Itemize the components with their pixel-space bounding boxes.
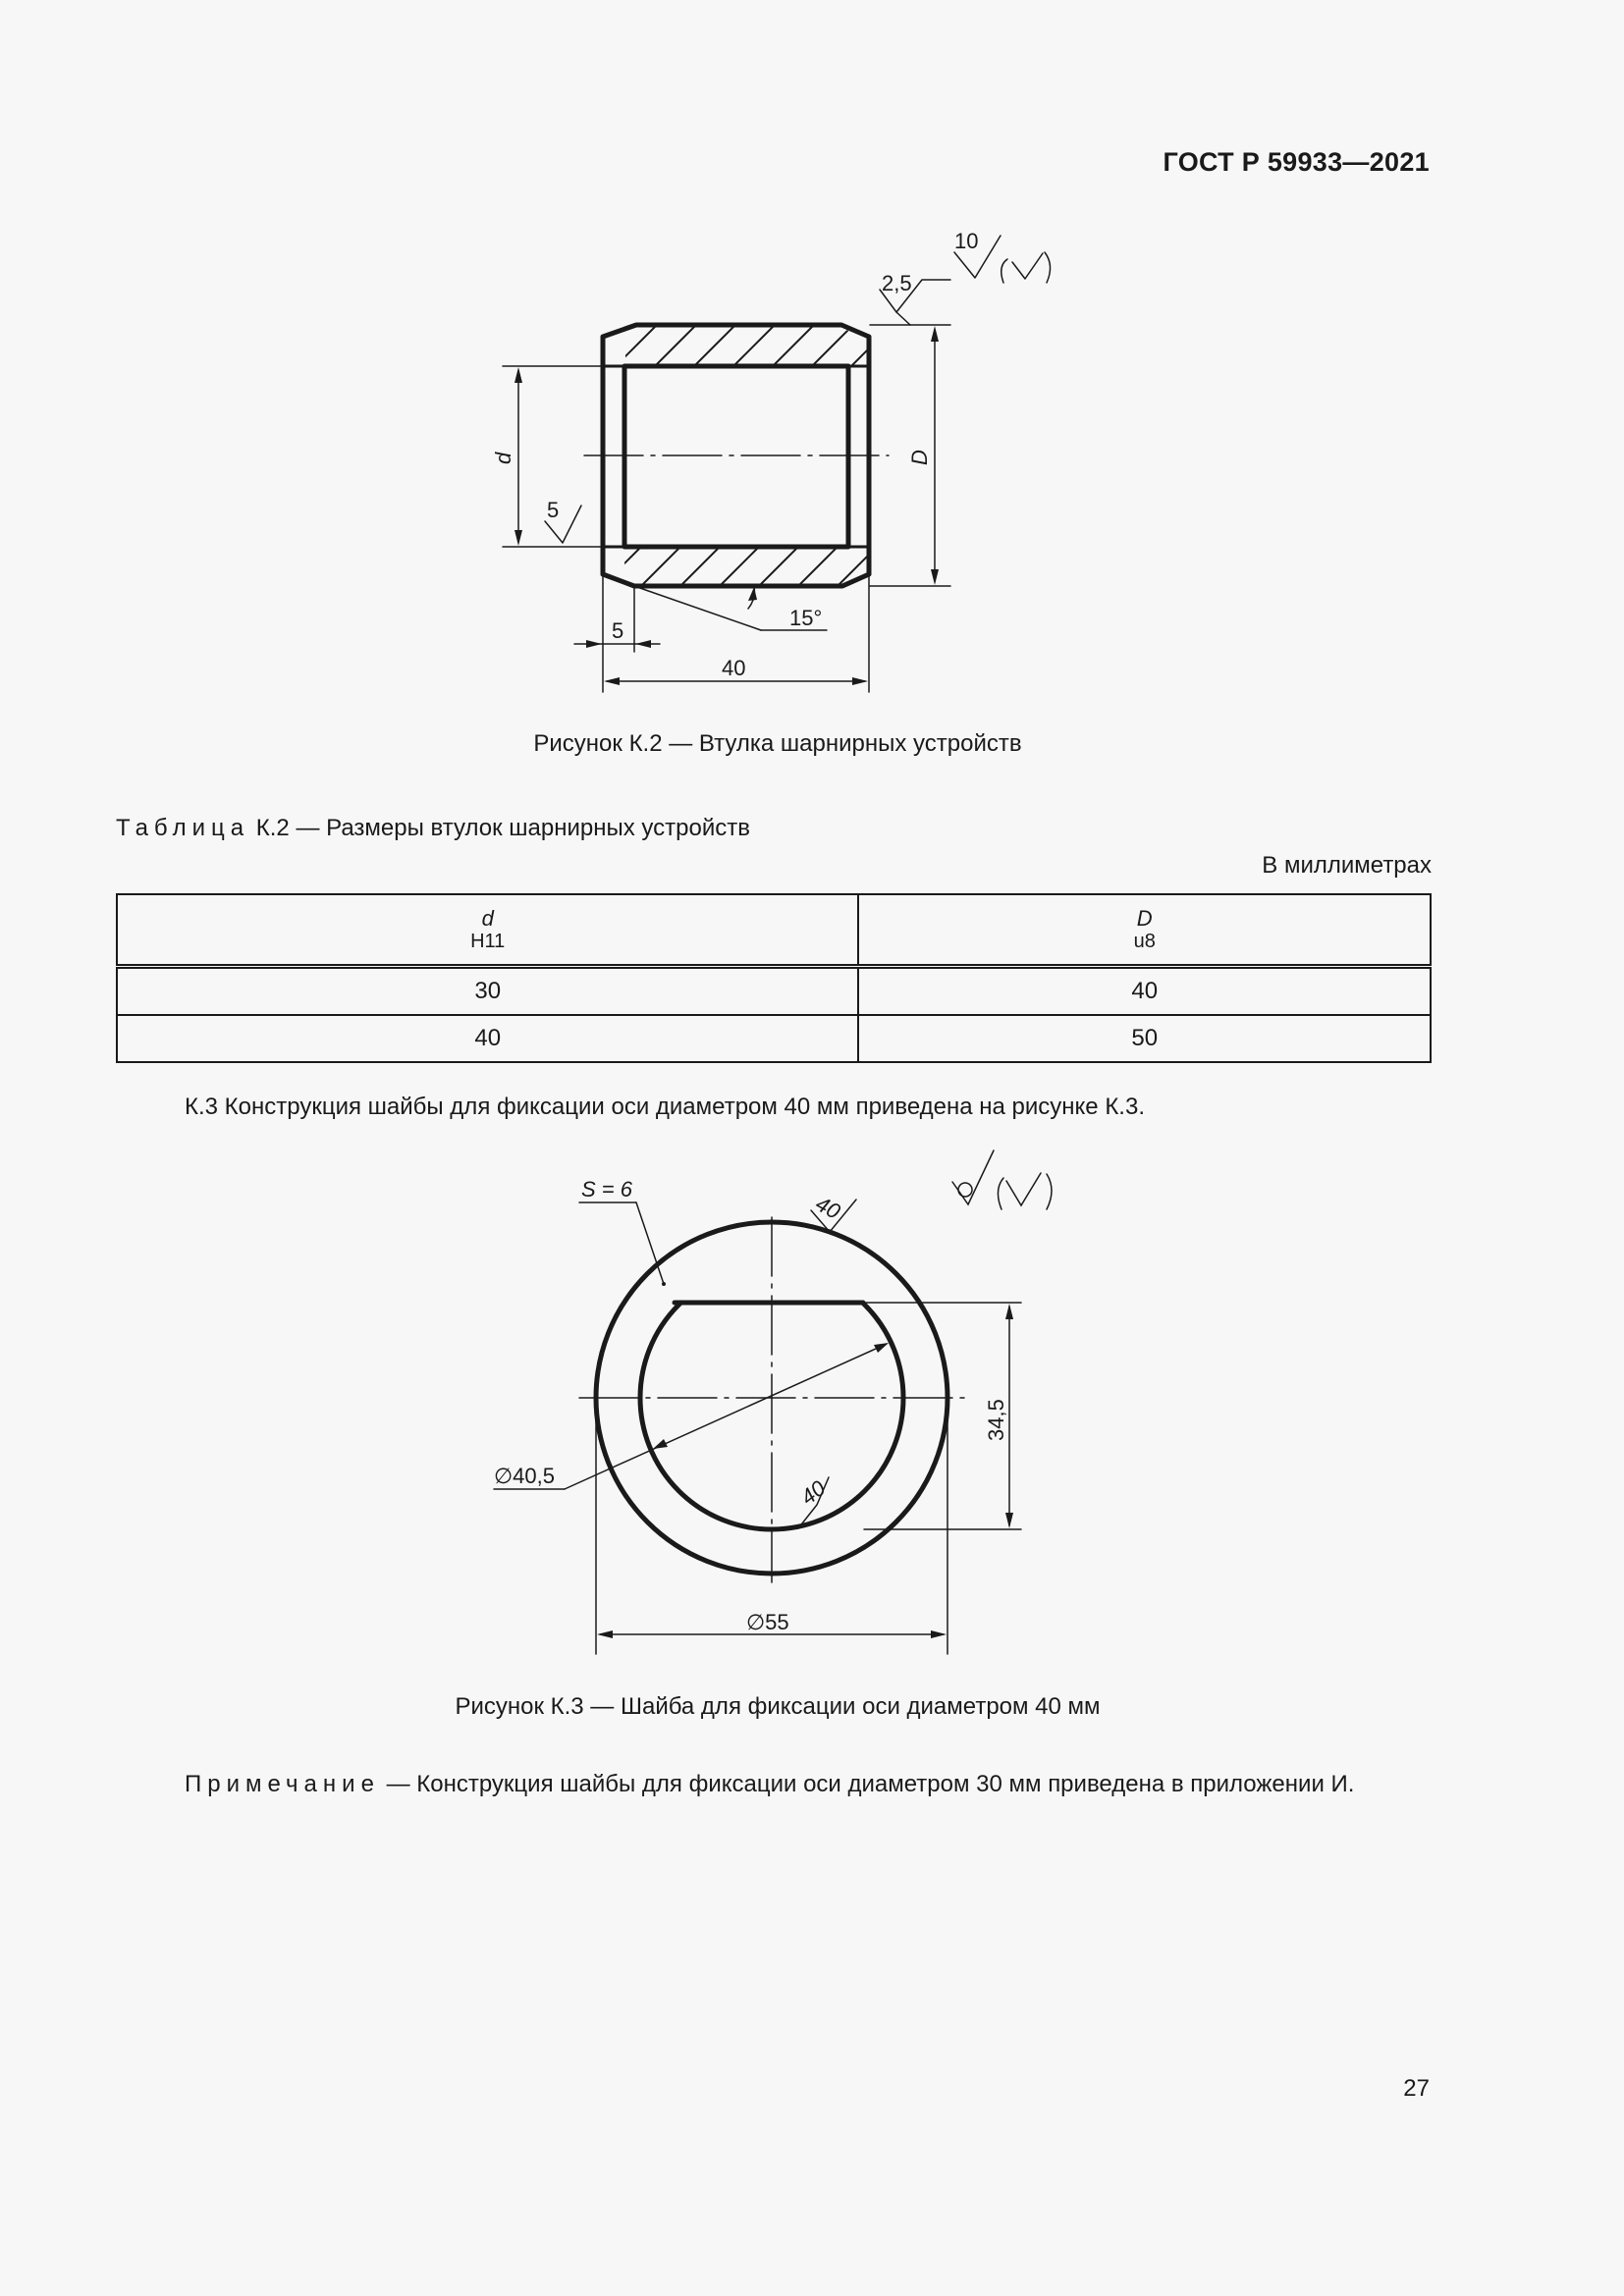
- label-thickness: S = 6: [581, 1177, 632, 1201]
- label-roughness-inner: 5: [547, 498, 560, 522]
- table-cell: 50: [858, 1015, 1431, 1062]
- table-units: В миллиметрах: [1262, 852, 1432, 879]
- table-label: Таблица: [116, 815, 250, 841]
- table-row: [117, 967, 1431, 1016]
- dimensions-table: [116, 893, 1432, 1063]
- label-outer-diameter: ∅55: [746, 1610, 789, 1634]
- note-text: — Конструкция шайбы для фиксации оси диаметром 30 мм приведена в приложении И.: [386, 1771, 1355, 1797]
- table-title: [116, 815, 750, 842]
- label-roughness-outer: 40: [811, 1191, 845, 1224]
- roughness-general-mark: [952, 1150, 994, 1204]
- column-header-D: [858, 894, 1431, 967]
- label-diameter-inner: d: [491, 452, 515, 464]
- label-flat-height: 34,5: [984, 1399, 1008, 1441]
- table-header-row: [117, 894, 1431, 967]
- label-length: 40: [722, 656, 746, 680]
- angle-leader: [634, 586, 761, 630]
- column-d-name: d: [481, 906, 494, 931]
- label-roughness-outer: 2,5: [882, 271, 912, 295]
- table-caption: К.2 — Размеры втулок шарнирных устройств: [255, 815, 750, 841]
- table-row: [117, 1015, 1431, 1062]
- document-code: ГОСТ Р 59933—2021: [1163, 147, 1430, 177]
- column-d-tolerance: H11: [470, 931, 506, 952]
- figure-k3-drawing: [481, 1139, 1090, 1669]
- page-number: 27: [1403, 2075, 1430, 2102]
- dimension-bore-diameter: [565, 1344, 887, 1489]
- column-D-tolerance: u8: [1133, 931, 1156, 952]
- label-angle: 15°: [789, 606, 823, 630]
- label-bore-diameter: ∅40,5: [494, 1464, 555, 1488]
- table-cell: 40: [858, 967, 1431, 1016]
- column-header-d: [117, 894, 858, 967]
- table-cell: 30: [117, 967, 858, 1016]
- note-label: Примечание: [185, 1771, 380, 1797]
- label-roughness-top: 10: [954, 229, 979, 253]
- label-roughness-inner: 40: [795, 1475, 831, 1510]
- figure-k2-drawing: [481, 221, 1090, 712]
- note: [185, 1771, 1354, 1798]
- paragraph-k3: К.3 Конструкция шайбы для фиксации оси диаметром 40 мм приведена на рисунке К.3.: [185, 1094, 1145, 1120]
- column-D-name: D: [1136, 906, 1153, 931]
- figure-k2-caption: Рисунок К.2 — Втулка шарнирных устройств: [533, 730, 1022, 757]
- label-chamfer: 5: [612, 618, 624, 643]
- label-diameter-outer: D: [907, 450, 932, 465]
- figure-k3-caption: Рисунок К.3 — Шайба для фиксации оси диаметром 40 мм: [455, 1693, 1101, 1720]
- table-cell: 40: [117, 1015, 858, 1062]
- bushing-bore: [624, 366, 848, 547]
